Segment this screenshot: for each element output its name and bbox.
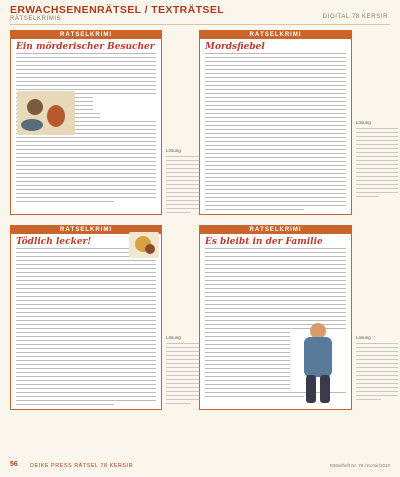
card-title: Ein mörderischer Besucher xyxy=(16,42,155,52)
solution-column-4 xyxy=(356,335,398,403)
card-illustration xyxy=(17,91,75,135)
footer-note: Rätselheft Nr. 78 / Kersir/2010 xyxy=(329,463,390,468)
crime-story-card-2 xyxy=(199,30,352,215)
card-banner: RÄTSELKRIMI xyxy=(200,226,351,234)
card-illustration xyxy=(296,321,346,405)
footer-publisher: DEIKE PRESS RÄTSEL 78 KERSIR xyxy=(30,463,134,469)
crime-story-card-4 xyxy=(199,225,352,410)
card-banner: RÄTSELKRIMI xyxy=(200,31,351,39)
crime-story-card-3 xyxy=(10,225,162,410)
page-header-subtitle: RÄTSELKRIMIS xyxy=(10,16,62,22)
card-text-lines xyxy=(205,53,346,213)
card-banner: RÄTSELKRIMI xyxy=(11,31,161,39)
page-header-title: ERWACHSENENRÄTSEL / TEXTRÄTSEL xyxy=(10,4,225,16)
crime-story-card-1 xyxy=(10,30,162,215)
page-header-right: DIGITAL 78 KERSIR xyxy=(322,14,388,20)
card-text-lines xyxy=(16,248,156,408)
card-title: Tödlich lecker! xyxy=(16,237,92,247)
solution-label: Lösung xyxy=(166,335,181,340)
solution-label: Lösung xyxy=(166,148,181,153)
page-number: 56 xyxy=(10,461,18,468)
card-illustration xyxy=(129,232,159,258)
card-title: Mordsfiebel xyxy=(205,42,265,52)
solution-label: Lösung xyxy=(356,120,371,125)
solution-column-2 xyxy=(356,120,398,200)
card-title: Es bleibt in der Familie xyxy=(205,237,323,247)
solution-label: Lösung xyxy=(356,335,371,340)
header-rule xyxy=(10,24,390,25)
card-banner: RÄTSELKRIMI xyxy=(11,226,161,234)
